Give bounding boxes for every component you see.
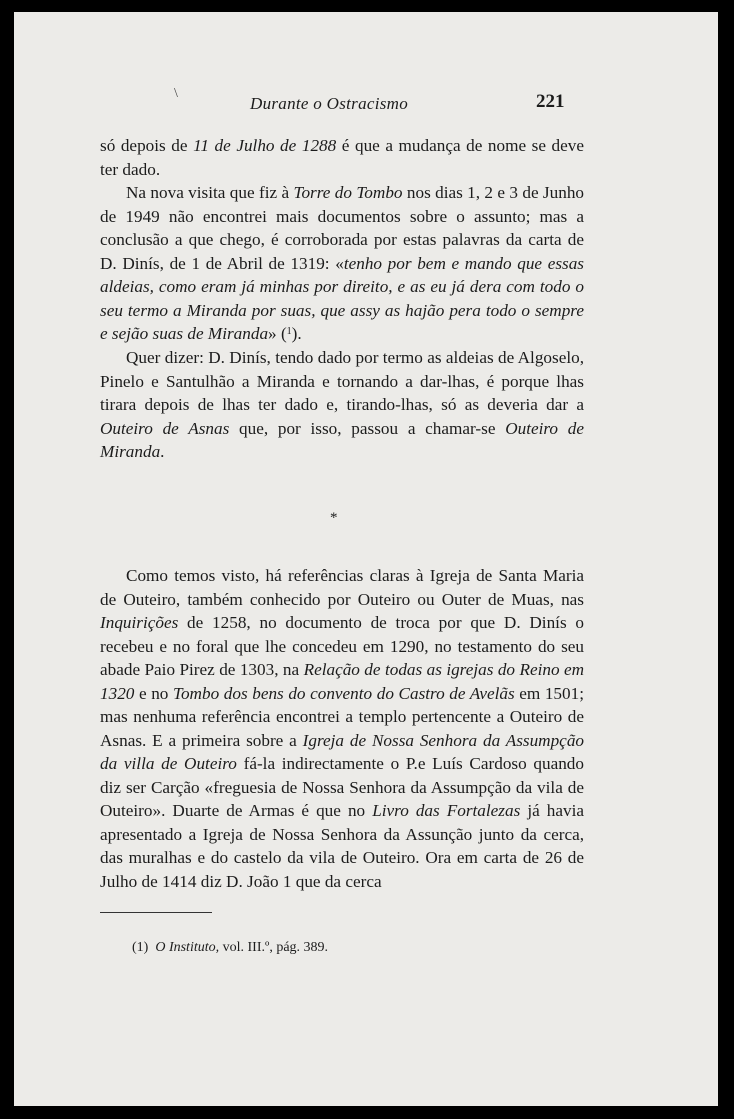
igreja-assumpcao: Igreja de Nossa Senhora da Assumpção da villa de Outeiro: [100, 730, 585, 773]
footnote-marker: (1): [132, 940, 149, 955]
inquiricoes: Inquirições: [100, 613, 179, 632]
paragraph-3: Como temos visto, há referências claras à Igreja de Santa Maria de Outeiro, também conhecido por Outeiro ou Outer de Muas, nas Inquirições de 1258, no documento de troca por que D. Dinís o recebeu e no foral que lhe concedeu em 1290, no testamento do seu abade Paio Pirez de 1303, na Relação de todas as igrejas do Reino em 1320 e no Tombo dos bens do convento do Castro de Avelãs em 1501; mas nenhuma referência encontrei a templo pertencente a Outeiro de Asnas. E a primeira sobre a Igreja de Nossa Senhora da Assumpção da villa de Outeiro fá-la indirectamente o P.e Luís Cardoso quando diz ser Carção «freguesia de Nossa Senhora da Assumpção da vila de Outeiro». Duarte de Armas é que no Livro das Fortalezas já havia apresentado a Igreja de Nossa Senhora da Assunção junto da cerca, das muralhas e do castelo da vila de Outeiro. Ora em carta de 26 de Julho de 1414 diz D. João 1 que da cerca: [100, 566, 585, 891]
footnote-ref[interactable]: 1: [286, 326, 292, 337]
running-title: Durante o Ostracismo: [250, 94, 409, 113]
book-page: [14, 12, 718, 1106]
paragraph-2: Quer dizer: D. Dinís, tendo dado por termo as aldeias de Algoselo, Pinelo e Santulhão a Miranda e tornando a dar-lhas, é porque lhas tirara depois de lhas ter dado e, tirando-lhas, só as deveria dar a Outeiro de Asnas que, por isso, passou a chamar-se Outeiro de Miranda.: [100, 348, 584, 461]
relacao-igrejas: Relação de todas as igrejas do Reino em 1320: [100, 660, 584, 703]
footnote-source: O Instituto,: [155, 940, 220, 955]
stray-mark: \: [174, 86, 178, 101]
footnote: (1) O Instituto, vol. III.º, pág. 389.: [132, 940, 329, 955]
page-header: [14, 86, 718, 122]
section-separator: *: [330, 510, 338, 526]
tombo-avelas: Tombo dos bens do convento do Castro de Avelãs: [172, 683, 515, 703]
paragraph-1: só depois de 11 de Julho de 1288 é que a mudança de nome se deve ter dado. Na nova visita que fiz à Torre do Tombo nos dias 1, 2 e 3 de Junho de 1949 não encontrei mais documentos sobre o assunto; mas a conclusão a que chego, é corroborada por estas palavras da carta de D. Dinís, de 1 de Abril de 1319: «tenho por bem e mando que essas aldeias, como eram já minhas por direito, e as eu já dera com todo o seu termo a Miranda por suas, que assy as hajão pera todo o sempre e sejão suas de Miranda» ($^1$).: [100, 136, 585, 343]
page-number: 221: [536, 91, 565, 112]
date-emphasis: 11 de Julho de 1288: [193, 136, 337, 155]
outeiro-de-miranda: Outeiro de Miranda: [100, 418, 584, 461]
livro-fortalezas: Livro das Fortalezas: [372, 801, 521, 820]
torre-do-tombo: Torre do Tombo: [293, 183, 403, 202]
royal-letter-quote: tenho por bem e mando que essas aldeias, como eram já minhas por direito, e as eu já dera com todo o seu termo a Miranda por suas, que assy as hajão pera todo o sempre e sejão suas de Miranda: [100, 253, 584, 343]
footnote-divider: [100, 912, 212, 913]
outeiro-de-asnas: Outeiro de Asnas: [100, 418, 230, 438]
